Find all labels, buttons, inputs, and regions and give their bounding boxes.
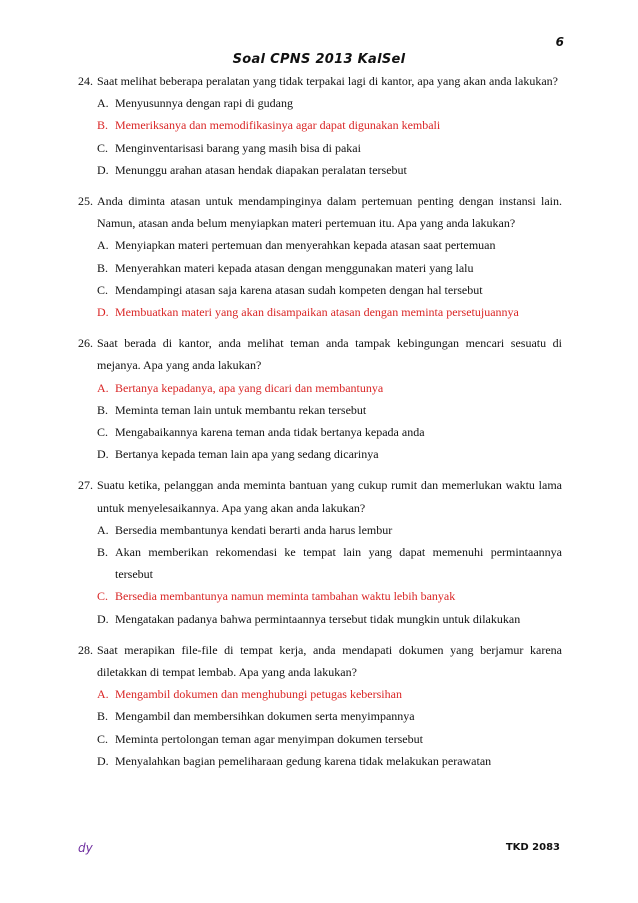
option-letter: D. — [97, 753, 109, 768]
answer-option — [97, 608, 562, 630]
option-letter: C. — [97, 140, 109, 155]
page-number: 6 — [555, 35, 564, 49]
answer-option — [97, 705, 562, 727]
option-letter: B. — [97, 709, 109, 724]
question-number: 24. — [78, 74, 93, 88]
document-title: Soal CPNS 2013 KalSel — [232, 52, 406, 67]
option-letter: B. — [97, 402, 109, 417]
option-text: Mengabaikannya karena teman anda tidak bertanya kepada anda — [115, 425, 425, 440]
option-letter: C. — [97, 425, 109, 440]
question-text: Anda diminta atasan untuk mendampinginya dalam pertemuan penting dengan instansi lain. Namun, atasan anda belum menyiapkan materi pertemuan itu. Apa yang anda lakukan? — [97, 194, 562, 231]
option-letter: A. — [97, 238, 109, 253]
option-list — [78, 377, 562, 466]
question-row — [78, 474, 562, 518]
footer-code: TKD 2083 — [505, 842, 560, 853]
answer-option — [97, 234, 562, 256]
option-text: Mendampingi atasan saja karena atasan sudah kompeten dengan hal tersebut — [115, 282, 483, 297]
answer-option — [97, 519, 562, 541]
option-text: Memeriksanya dan memodifikasinya agar dapat digunakan kembali — [115, 118, 441, 133]
option-text: Menyerahkan materi kepada atasan dengan menggunakan materi yang lalu — [115, 260, 474, 275]
option-text: Bertanya kepada teman lain apa yang sedang dicarinya — [115, 447, 379, 462]
answer-option — [97, 279, 562, 301]
option-letter: A. — [97, 96, 109, 111]
option-letter: B. — [97, 545, 109, 560]
answer-option — [97, 541, 562, 585]
option-letter: A. — [97, 687, 109, 702]
option-letter: A. — [97, 522, 109, 537]
option-text: Menyusunnya dengan rapi di gudang — [115, 96, 293, 111]
option-list — [78, 234, 562, 323]
answer-option — [97, 399, 562, 421]
option-text: Meminta teman lain untuk membantu rekan tersebut — [115, 402, 367, 417]
question-row — [78, 70, 562, 92]
option-text: Meminta pertolongan teman agar menyimpan dokumen tersebut — [115, 731, 423, 746]
question-item — [78, 70, 562, 181]
correct-answer-option — [97, 585, 562, 607]
question-item — [78, 639, 562, 772]
option-text: Membuatkan materi yang akan disampaikan atasan dengan meminta persetujuannya — [115, 305, 519, 320]
question-item — [78, 332, 562, 465]
question-text: Saat merapikan file-file di tempat kerja, anda mendapati dokumen yang berjamur karena diletakkan di tempat lembab. Apa yang anda lakukan? — [97, 642, 562, 680]
question-text: Saat berada di kantor, anda melihat teman anda tampak kebingungan mencari sesuatu di mejanya. Apa yang anda lakukan? — [97, 336, 562, 373]
option-letter: A. — [97, 380, 109, 395]
correct-answer-option — [97, 301, 562, 323]
question-row — [78, 190, 562, 234]
option-letter: D. — [97, 447, 109, 462]
option-letter: D. — [97, 162, 109, 177]
answer-option — [97, 728, 562, 750]
option-text: Akan memberikan rekomendasi ke tempat lain yang dapat memenuhi permintaannya tersebut — [115, 545, 562, 582]
option-text: Mengambil dokumen dan menghubungi petugas kebersihan — [115, 687, 402, 702]
option-list — [78, 92, 562, 181]
option-letter: D. — [97, 305, 109, 320]
question-list — [78, 70, 562, 781]
option-text: Menginventarisasi barang yang masih bisa di pakai — [115, 140, 361, 155]
answer-option — [97, 750, 562, 772]
option-letter: C. — [97, 589, 109, 604]
question-item — [78, 190, 562, 323]
footer-initials: dy — [78, 841, 93, 855]
question-item — [78, 474, 562, 629]
option-letter: C. — [97, 731, 109, 746]
question-number: 25. — [78, 194, 93, 209]
question-number: 28. — [78, 642, 93, 657]
option-text: Menyalahkan bagian pemeliharaan gedung karena tidak melakukan perawatan — [115, 753, 492, 768]
correct-answer-option — [97, 377, 562, 399]
answer-option — [97, 137, 562, 159]
question-row — [78, 639, 562, 683]
question-text: Saat melihat beberapa peralatan yang tidak terpakai lagi di kantor, apa yang akan anda lakukan? — [97, 74, 558, 88]
question-number: 26. — [78, 336, 93, 351]
correct-answer-option — [97, 114, 562, 136]
option-text: Bersedia membantunya kendati berarti anda harus lembur — [115, 522, 393, 537]
answer-option — [97, 421, 562, 443]
option-text: Menyiapkan materi pertemuan dan menyerahkan kepada atasan saat pertemuan — [115, 238, 496, 253]
option-text: Menunggu arahan atasan hendak diapakan peralatan tersebut — [115, 162, 407, 177]
answer-option — [97, 92, 562, 114]
option-text: Bersedia membantunya namun meminta tambahan waktu lebih banyak — [115, 589, 456, 604]
option-list — [78, 519, 562, 630]
option-letter: C. — [97, 282, 109, 297]
question-number: 27. — [78, 478, 93, 493]
option-text: Mengatakan padanya bahwa permintaannya tersebut tidak mungkin untuk dilakukan — [115, 611, 521, 626]
option-letter: B. — [97, 260, 109, 275]
option-list — [78, 683, 562, 772]
answer-option — [97, 257, 562, 279]
option-letter: B. — [97, 118, 109, 133]
option-text: Bertanya kepadanya, apa yang dicari dan membantunya — [115, 380, 384, 395]
option-text: Mengambil dan membersihkan dokumen serta menyimpannya — [115, 709, 415, 724]
answer-option — [97, 443, 562, 465]
question-text: Suatu ketika, pelanggan anda meminta bantuan yang cukup rumit dan memerlukan waktu lama untuk menyelesaikannya. Apa yang akan anda lakukan? — [97, 478, 562, 515]
question-row — [78, 332, 562, 376]
correct-answer-option — [97, 683, 562, 705]
answer-option — [97, 159, 562, 181]
option-letter: D. — [97, 611, 109, 626]
